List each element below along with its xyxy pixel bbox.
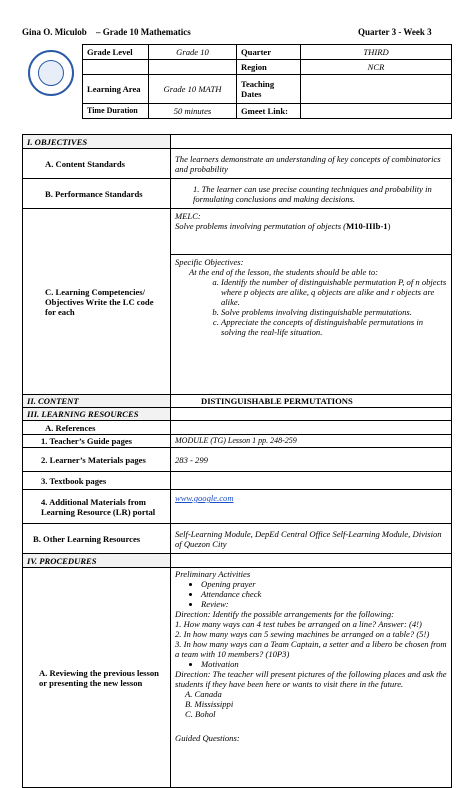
resources-heading: III. LEARNING RESOURCES: [23, 408, 171, 421]
guided-questions: Guided Questions:: [175, 733, 240, 743]
review-direction: Direction: Identify the possible arrangements for the following:: [175, 609, 395, 619]
time-duration-label: Time Duration: [83, 104, 149, 119]
tg-value: MODULE (TG) Lesson 1 pp. 248-259: [171, 435, 452, 448]
melc-title: MELC:: [175, 211, 201, 221]
melc-code: M10-IIIb-1: [346, 221, 388, 231]
gmeet-label: Gmeet Link:: [237, 104, 301, 119]
procedures-heading: IV. PROCEDURES: [23, 554, 171, 568]
review-question-3: 3. In how many ways can a Team Captain, a setter and a libero be chosen from a team with 10 members? (10P3): [175, 639, 447, 659]
document-title: – Grade 10 Mathematics: [96, 27, 191, 37]
grade-level-label: Grade Level: [83, 45, 149, 60]
lm-value: 283 - 299: [171, 448, 452, 472]
specific-objectives-list: [175, 277, 447, 337]
author-name: Gina O. Miculob: [22, 27, 87, 37]
teaching-dates-value: [301, 75, 452, 104]
specific-intro: At the end of the lesson, the students should be able to:: [189, 267, 379, 277]
place-c: C. Bohol: [185, 709, 216, 719]
lm-label: 2. Learner’s Materials pages: [23, 448, 171, 472]
specific-title: Specific Objectives:: [175, 257, 244, 267]
gmeet-value[interactable]: [301, 104, 452, 119]
review-question-1: 1. How many ways can 4 test tubes be arranged on a line? Answer: (4!): [175, 619, 422, 629]
list-item: c. Appreciate the concepts of distinguishable permutations in solving the real-life situation.: [221, 317, 447, 337]
region-value: NCR: [301, 60, 452, 75]
quarter-label: Quarter: [237, 45, 301, 60]
content-value: DISTINGUISHABLE PERMUTATIONS: [171, 395, 452, 408]
list-item: b. Solve problems involving distinguishable permutations.: [221, 307, 447, 317]
grade-level-value: Grade 10: [149, 45, 237, 60]
other-resources-label: B. Other Learning Resources: [23, 524, 171, 554]
melc-text: Solve problems involving permutation of objects (: [175, 221, 347, 231]
review-question-2: 2. In how many ways can 5 sewing machines be arranged on a table? (5!): [175, 629, 430, 639]
region-label: Region: [237, 60, 301, 75]
review-cell: [171, 568, 452, 788]
list-item: • Opening prayer: [201, 579, 447, 589]
preliminary-list: [175, 579, 447, 609]
content-heading: II. CONTENT: [23, 395, 171, 408]
references-label: A. References: [23, 421, 171, 435]
learning-area-label: Learning Area: [83, 75, 149, 104]
objectives-heading: I. OBJECTIVES: [23, 135, 171, 149]
place-b: B. Mississippi: [185, 699, 234, 709]
lesson-plan-table: [22, 134, 452, 788]
quarter-week: Quarter 3 - Week 3: [358, 27, 432, 37]
textbook-value: [171, 472, 452, 490]
list-item: • Review:: [201, 599, 447, 609]
preliminary-title: Preliminary Activities: [175, 569, 251, 579]
content-standards-label: A. Content Standards: [23, 149, 171, 179]
lr-portal-link[interactable]: www.google.com: [175, 493, 234, 503]
place-a: A. Canada: [185, 689, 222, 699]
melc-close: ): [387, 221, 391, 231]
motivation-direction: Direction: The teacher will present pictures of the following places and ask the students if they have been here or wants to visit there in the future.: [175, 669, 447, 689]
competencies-label: C. Learning Competencies/ Objectives Write the LC code for each: [23, 209, 171, 395]
teaching-dates-label: Teaching Dates: [237, 75, 301, 104]
time-duration-value: 50 minutes: [149, 104, 237, 119]
list-item: • Attendance check: [201, 589, 447, 599]
additional-materials-label: 4. Additional Materials from Learning Resource (LR) portal: [23, 490, 171, 524]
deped-seal-logo: [28, 50, 74, 96]
specific-objectives-cell: [171, 255, 452, 395]
textbook-label: 3. Textbook pages: [23, 472, 171, 490]
learning-area-value: Grade 10 MATH: [149, 75, 237, 104]
performance-standards-label: B. Performance Standards: [23, 179, 171, 209]
tg-label: 1. Teacher’s Guide pages: [23, 435, 171, 448]
content-standards-text: The learners demonstrate an understanding of key concepts of combinatorics and probability: [171, 149, 452, 179]
performance-standards-text: 1. The learner can use precise counting techniques and probability in formulating conclusions and making decisions.: [171, 179, 452, 209]
quarter-value: THIRD: [301, 45, 452, 60]
lesson-info-table: [82, 44, 452, 119]
motivation-item: • Motivation: [201, 659, 447, 669]
list-item: a. Identify the number of distinguishable permutation P, of n objects where p objects are alike, q objects are alike and r objects are alike.: [221, 277, 447, 307]
review-label: A. Reviewing the previous lesson or presenting the new lesson: [23, 568, 171, 788]
other-resources-value: Self-Learning Module, DepEd Central Office Self-Learning Module, Division of Quezon City: [171, 524, 452, 554]
melc-cell: [171, 209, 452, 255]
